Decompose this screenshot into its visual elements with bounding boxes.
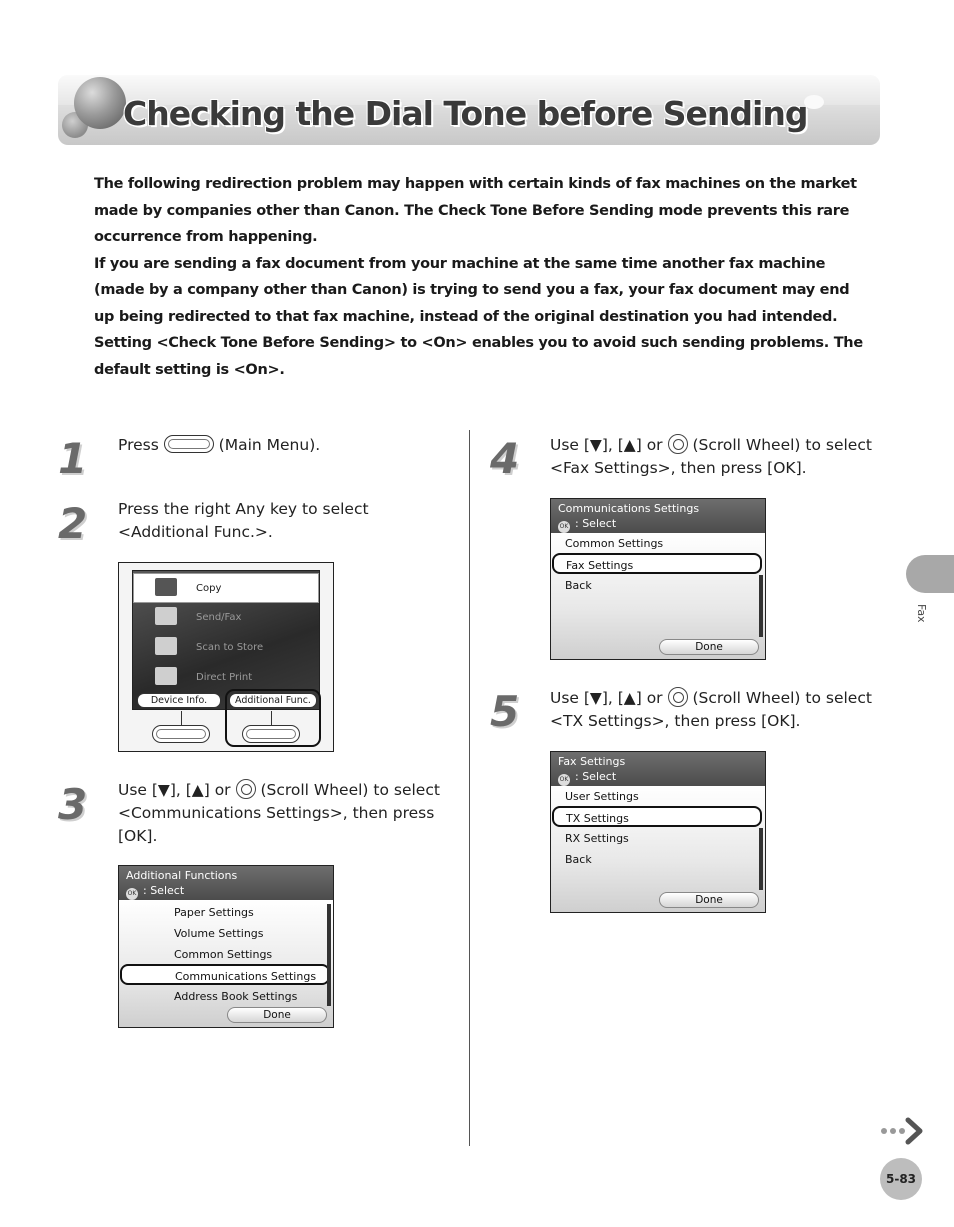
list-item-common-settings[interactable]: Common Settings bbox=[565, 537, 664, 550]
list-item-fax-settings[interactable]: Fax Settings bbox=[552, 553, 762, 574]
ok-icon: OK bbox=[558, 521, 570, 533]
step-2-text bbox=[118, 498, 369, 544]
step-5-line-1 bbox=[550, 687, 872, 710]
list-item-common-settings[interactable]: Common Settings bbox=[174, 948, 273, 961]
copy-icon bbox=[155, 578, 177, 596]
step-1-post: (Main Menu). bbox=[218, 436, 321, 454]
page-title: Checking the Dial Tone before Sending bbox=[123, 94, 808, 133]
scroll-wheel-icon bbox=[236, 779, 256, 799]
main-menu-item-direct-print: Direct Print bbox=[196, 672, 253, 683]
step-2-line-2: <Additional Func.>. bbox=[118, 523, 273, 541]
list-item-user-settings[interactable]: User Settings bbox=[565, 790, 639, 803]
list-item-back[interactable]: Back bbox=[565, 853, 592, 866]
step-3-post: (Scroll Wheel) to select bbox=[260, 781, 440, 799]
step-5-text bbox=[550, 687, 872, 733]
list-item-back[interactable]: Back bbox=[565, 579, 592, 592]
screen-title: Communications Settings bbox=[558, 502, 700, 515]
screen-list bbox=[551, 786, 765, 912]
list-item-paper-settings[interactable]: Paper Settings bbox=[174, 906, 254, 919]
scroll-wheel-icon bbox=[668, 687, 688, 707]
select-hint: : Select bbox=[575, 770, 617, 783]
step-4-number: 4 bbox=[490, 434, 520, 483]
screen-list bbox=[551, 533, 765, 659]
step-3-line-2: <Communications Settings>, then press bbox=[118, 804, 435, 822]
done-button[interactable]: Done bbox=[659, 892, 759, 908]
done-button[interactable]: Done bbox=[659, 639, 759, 655]
right-any-key-button[interactable] bbox=[242, 725, 300, 743]
step-3-text bbox=[118, 779, 440, 848]
list-item-volume-settings[interactable]: Volume Settings bbox=[174, 927, 264, 940]
list-item-communications-settings[interactable]: Communications Settings bbox=[120, 964, 330, 985]
ok-icon: OK bbox=[558, 774, 570, 786]
step-1-pre: Press bbox=[118, 436, 159, 454]
screen-header bbox=[551, 752, 765, 788]
step-5-post: (Scroll Wheel) to select bbox=[692, 689, 872, 707]
list-item-rx-settings[interactable]: RX Settings bbox=[565, 832, 629, 845]
step-2-number: 2 bbox=[58, 499, 88, 548]
step-4-pre: Use [▼], [▲] or bbox=[550, 436, 663, 454]
additional-func-key-label: Additional Func. bbox=[229, 693, 317, 708]
step-2-line-1: Press the right Any key to select bbox=[118, 500, 369, 518]
screen-title: Fax Settings bbox=[558, 755, 626, 768]
step-4-post: (Scroll Wheel) to select bbox=[692, 436, 872, 454]
left-key-connector bbox=[181, 711, 182, 725]
main-menu-key-icon bbox=[164, 435, 214, 453]
page-number: 5-83 bbox=[880, 1158, 922, 1200]
scan-to-store-icon bbox=[155, 637, 177, 655]
step-5-line-2: <TX Settings>, then press [OK]. bbox=[550, 712, 801, 730]
select-hint: : Select bbox=[143, 884, 185, 897]
chapter-tab-label: Fax bbox=[915, 604, 928, 623]
list-item-address-book-settings[interactable]: Address Book Settings bbox=[174, 990, 298, 1003]
intro-paragraph-2: If you are sending a fax document from your machine at the same time another fax machine (made by a company other than Canon) is trying to send you a fax, your fax document may end up being redirected to that fax machine, instead of the original destination you had intended. bbox=[94, 255, 850, 325]
device-info-key-label: Device Info. bbox=[137, 693, 221, 708]
ok-icon: OK bbox=[126, 888, 138, 900]
column-divider bbox=[469, 430, 470, 1146]
screen-header bbox=[551, 499, 765, 535]
communications-settings-screen bbox=[550, 498, 766, 660]
step-1-text bbox=[118, 434, 320, 457]
chapter-tab bbox=[906, 555, 954, 593]
send-fax-icon bbox=[155, 607, 177, 625]
step-1-number: 1 bbox=[58, 434, 88, 483]
scrollbar[interactable] bbox=[759, 575, 763, 637]
screen-title: Additional Functions bbox=[126, 869, 238, 882]
step-3-line-1 bbox=[118, 779, 440, 802]
select-hint: : Select bbox=[575, 517, 617, 530]
intro-paragraph-3: Setting <Check Tone Before Sending> to <On> enables you to avoid such sending problems. The default setting is <On>. bbox=[94, 335, 863, 378]
done-button[interactable]: Done bbox=[227, 1007, 327, 1023]
main-menu-item-scan-to-store: Scan to Store bbox=[196, 642, 264, 653]
step-4-line-1 bbox=[550, 434, 872, 457]
main-menu-item-copy: Copy bbox=[196, 583, 222, 594]
step-5-number: 5 bbox=[490, 687, 520, 736]
step-4-text bbox=[550, 434, 872, 480]
direct-print-icon bbox=[155, 667, 177, 685]
main-menu-screen bbox=[118, 562, 334, 752]
main-menu-item-send-fax: Send/Fax bbox=[196, 612, 242, 623]
list-item-tx-settings[interactable]: TX Settings bbox=[552, 806, 762, 827]
step-3-line-3: [OK]. bbox=[118, 827, 158, 845]
right-key-connector bbox=[271, 711, 272, 725]
fax-settings-screen bbox=[550, 751, 766, 913]
screen-header bbox=[119, 866, 333, 902]
screen-list bbox=[119, 900, 333, 1027]
scrollbar[interactable] bbox=[759, 828, 763, 890]
step-5-pre: Use [▼], [▲] or bbox=[550, 689, 663, 707]
banner-decoration-ball bbox=[74, 77, 126, 129]
additional-functions-screen bbox=[118, 865, 334, 1028]
scrollbar[interactable] bbox=[327, 904, 331, 1006]
continue-arrow-icon bbox=[880, 1116, 926, 1146]
scroll-wheel-icon bbox=[668, 434, 688, 454]
step-3-number: 3 bbox=[58, 780, 88, 829]
step-3-pre: Use [▼], [▲] or bbox=[118, 781, 231, 799]
intro-text bbox=[94, 171, 864, 383]
left-any-key-button[interactable] bbox=[152, 725, 210, 743]
intro-paragraph-1: The following redirection problem may happen with certain kinds of fax machines on the market made by companies other than Canon. The Check Tone Before Sending mode prevents this rare occurrence from happening. bbox=[94, 176, 857, 245]
step-4-line-2: <Fax Settings>, then press [OK]. bbox=[550, 459, 807, 477]
